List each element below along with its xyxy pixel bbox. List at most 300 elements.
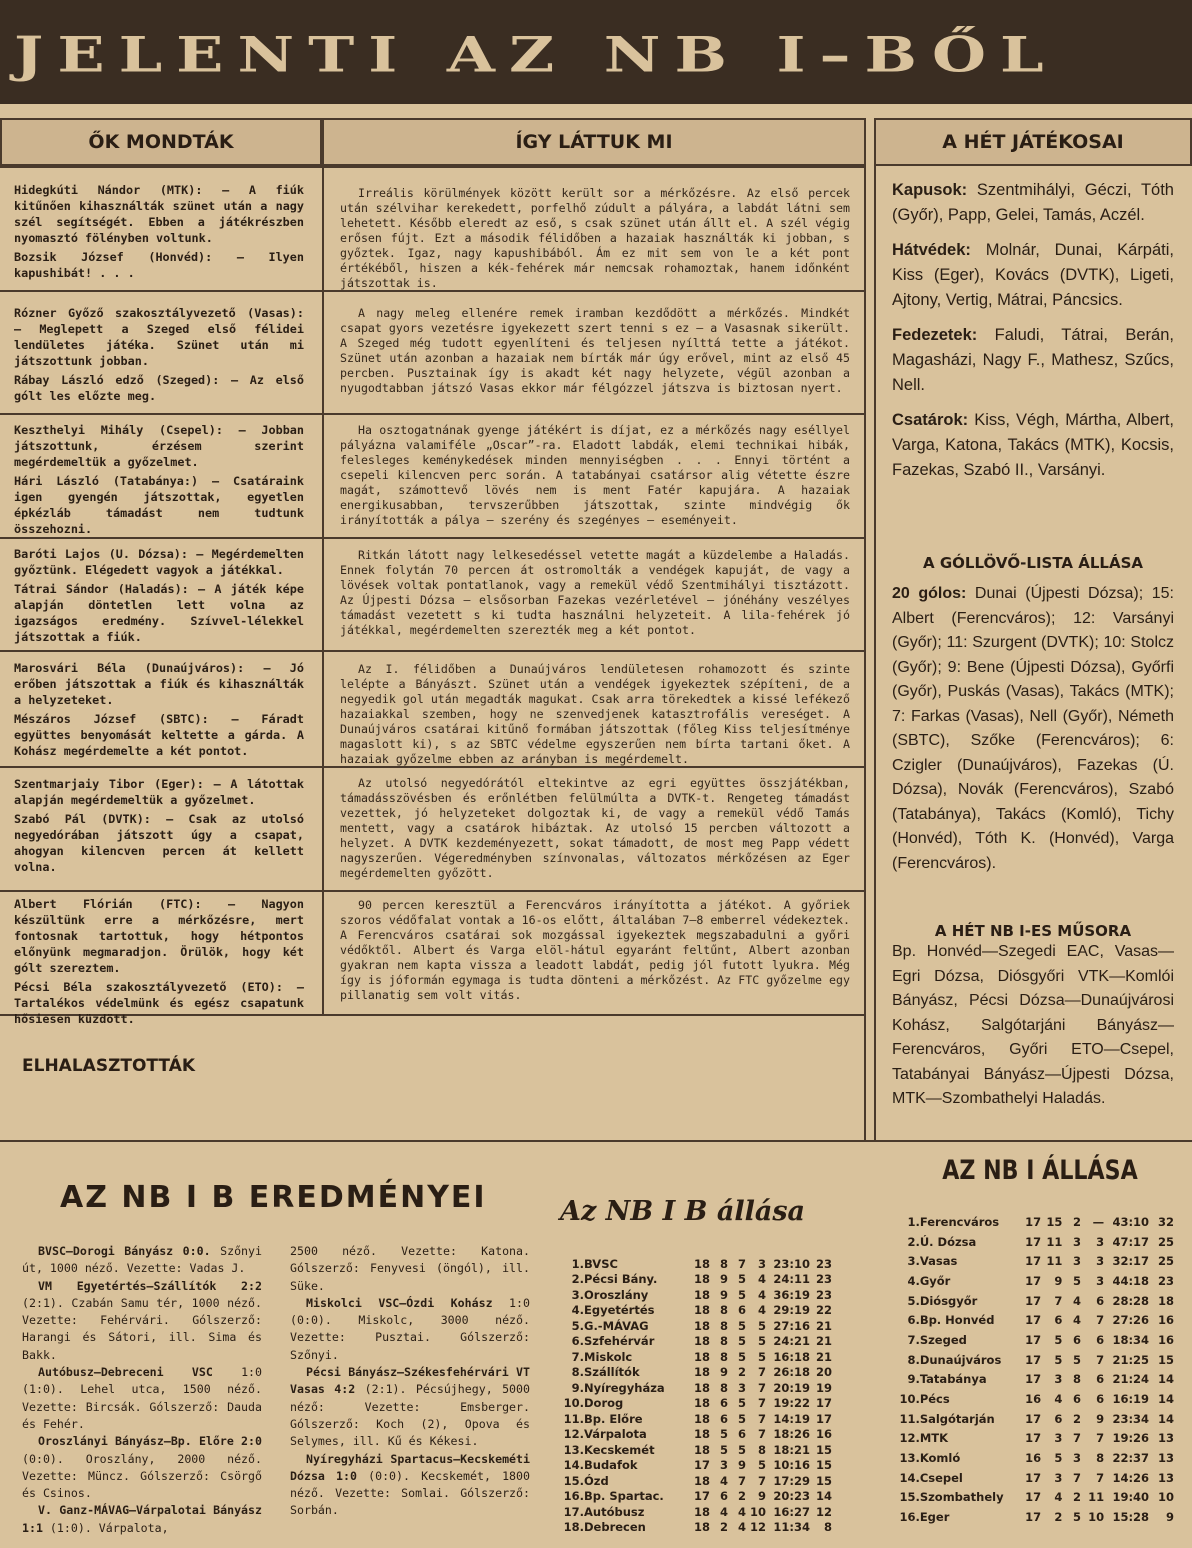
table-row (898, 1310, 1174, 1330)
table-cell: 4 (1073, 1313, 1082, 1328)
table-row (898, 1468, 1174, 1488)
table-cell: 18:21 (773, 1442, 810, 1457)
table-row (898, 1448, 1174, 1468)
rule (864, 118, 866, 1140)
table-cell: 15. (899, 1490, 920, 1505)
table-cell: 7 (757, 1365, 766, 1380)
table-cell: 5 (737, 1349, 746, 1364)
players-header: A HÉT JÁTÉKOSAI (874, 118, 1192, 166)
players-of-week (892, 178, 1174, 493)
table-cell: 19:26 (1112, 1431, 1150, 1446)
table-cell: Tatabánya (919, 1372, 987, 1387)
quote: Rózner Győző szakosztályvezető (Vasas): — Meglepett a Szeged első félidei lendületes játéka. Szünet után mi játszottunk jobban. (14, 306, 304, 368)
result-details: (2:1). Czabán Samu tér, 1000 néző. Vezette: Fehérvári. Gólszerző: Harangi és Sátori, ill. Sima és Bakk. (22, 1295, 262, 1362)
table-cell: Salgótarján (919, 1411, 995, 1426)
quote: Marosvári Béla (Dunaújváros): — Jó erőben játszottak a fiúk és kihasználták a helyzeteket. (14, 661, 304, 707)
table-cell: Miskolc (584, 1349, 633, 1364)
table-cell: 6 (1054, 1313, 1063, 1328)
table-cell: 16 (1157, 1332, 1174, 1347)
scorers-list (892, 582, 1174, 876)
table-cell: 18 (1157, 1293, 1174, 1308)
match-report: Az I. félidőben a Dunaújváros lendületesen rohamozott és szinte lelépte a Bányászt. Szünet után a vendégek igyekeztek szépíteni, de a negyedik gol után megadták magukat. Csak arra törekedtek a kissé lefékező hazaiakkal szemben, hogy ne szenvedjenek katasztrofális vereséget. A Dunaújváros csatárai kitűnő formában játszottak (főleg Kiss teljesítménye magaslott ki), s az SBTC védelme egyszerűen nem bírta tartani őket. A hazaiak győzelme ebben az arányban is megérdemelt. (340, 662, 850, 766)
quote: Hidegkúti Nándor (MTK): — A fiúk kitűnően kihasználták szünet után a nagy szél segítségét. Ebben a játékrészben nyomasztó fölényben voltunk. (14, 183, 304, 245)
program-title: A HÉT NB I-ES MŰSORA (934, 922, 1132, 940)
table-cell: 2 (1073, 1411, 1082, 1426)
table-cell: 18. (563, 1520, 584, 1535)
match-report: Ritkán látott nagy lelkesedéssel vetette magát a küzdelembe a Haladás. Ennek folytán 70 percen át ostromolták a vendégek kapuját, de vagy a lövések voltak pontatlanok, vagy a remekül védő Szentmihályi tisztázott. Az Újpesti Dózsa — elsősorban Fazekas vezérletével — jónéhány veszélyes támadást vezetett s ki tudta használni helyzeteit. A lila-fehérek jó játékkal, megérdemelten szerezték meg a két pontot. (340, 548, 850, 637)
table-cell: 15 (815, 1458, 832, 1473)
table-cell: 14:19 (773, 1411, 810, 1426)
table-cell: 17 (1025, 1214, 1042, 1229)
table-cell: 17 (1025, 1293, 1042, 1308)
table-cell: 3 (1073, 1254, 1082, 1269)
table-row (898, 1251, 1174, 1271)
table-cell: 17 (815, 1396, 832, 1411)
table-cell: Csepel (919, 1470, 963, 1485)
table-cell: 10. (563, 1396, 584, 1411)
table-cell: 4. (571, 1303, 584, 1318)
quote-block (14, 776, 304, 878)
table-cell: Dunaújváros (919, 1352, 1002, 1367)
match-report: 90 percen keresztül a Ferencváros irányította a játékot. A győriek szoros védőfalat vontak a 16-os előtt, általában 7—8 emberrel védekeztek. A Ferencváros csatárai sok mozgással igyekeztek megszabadulni a győri védőktől. Albert és Varga elöl-hátul egyaránt feltűnt, Albert azonban gyakran nem kapta vissza a leadott labdát, pedig jól futott lyukra. Még így is jóformán egymaga is tudta dönteni a mérkőzést. Az FTC győzelme egy pillanatig sem volt vitás. (340, 898, 850, 1002)
table-cell: Pécs (919, 1392, 950, 1407)
table-cell: 15 (1046, 1214, 1063, 1229)
banner (0, 0, 1192, 104)
table-cell: 17 (1025, 1352, 1042, 1367)
table-cell: Vasas (919, 1254, 958, 1269)
rule (0, 166, 866, 168)
table-cell: 43:10 (1112, 1214, 1150, 1229)
table-cell: 15. (563, 1473, 584, 1488)
table-cell: 19:40 (1112, 1490, 1150, 1505)
table-row (898, 1350, 1174, 1370)
table-cell: Bp. Spartac. (584, 1489, 664, 1504)
table-cell: 21:25 (1112, 1352, 1150, 1367)
table-cell: 13 (1157, 1451, 1174, 1466)
table-cell: 11. (563, 1411, 584, 1426)
table-row (560, 1458, 832, 1474)
result-details: (2:1). Pécsújhegy, 5000 néző: Vezette: Emsberger. Gólszerző: Koch (2), Opova és Selymes, ill. Kű és Kékesi. (290, 1382, 530, 1449)
table-cell: 18 (693, 1349, 710, 1364)
table-cell: Kecskemét (584, 1442, 655, 1457)
quote: Tátrai Sándor (Haladás): — A játék képe alapján döntetlen lett volna az igazságos eredmény. Szívvel-lélekkel játszottak a fiúk. (14, 582, 304, 644)
table-cell: 18 (693, 1473, 710, 1488)
table-cell: 9 (1054, 1273, 1063, 1288)
rule (874, 118, 876, 1140)
table-cell: 3 (1096, 1234, 1105, 1249)
table-cell: 6 (737, 1303, 746, 1318)
defenders-label: Hátvédek: (892, 241, 971, 259)
table-cell: 3. (907, 1254, 920, 1269)
table-cell: 18 (693, 1442, 710, 1457)
quote: Keszthelyi Mihály (Csepel): — Jobban játszottunk, érzésem szerint megérdemeltük a győzelmet. (14, 423, 304, 469)
table-cell: 15 (1157, 1352, 1174, 1367)
table-cell: 24:11 (773, 1272, 810, 1287)
rule (0, 1140, 1192, 1142)
quote: Szabó Pál (DVTK): — Csak az utolsó negyedórában játszott úgy a csapat, ahogyan kilencven percen át kellett volna. (14, 812, 304, 874)
table-cell: 14 (1157, 1392, 1174, 1407)
table-row (898, 1507, 1174, 1527)
table-cell: Dorog (584, 1396, 624, 1411)
table-cell: 18 (693, 1365, 710, 1380)
table-cell: 9. (907, 1372, 920, 1387)
table-row (560, 1520, 832, 1536)
result-item (22, 1364, 262, 1433)
table-row (898, 1291, 1174, 1311)
table-cell: 16. (899, 1510, 920, 1525)
table-cell: 7 (1096, 1313, 1105, 1328)
table-cell: MTK (919, 1431, 949, 1446)
table-cell: 5. (907, 1293, 920, 1308)
table-cell: 5 (737, 1318, 746, 1333)
table-cell: 5 (1073, 1510, 1082, 1525)
table-cell: 6 (1054, 1411, 1063, 1426)
rule (0, 890, 866, 892)
table-cell: 7 (737, 1256, 746, 1271)
match-report: Irreális körülmények között került sor a mérkőzésre. Az első percek után szélvihar kerekedett, porfelhő zúdult a pályára, a labdát látni sem lehetett. Később eleredt az eső, s csak szünet után állt el. A szél végig erősen fújt. Ezt a második félidőben a hazaiak használták ki jobban, s győztek. Igaz, nagy kapushibából. Ám ez mit sem von le a két pont értékéből, hiszen a kék-fehérek már nemcsak rohamoztak, hanem időnként játszottak is. (340, 186, 850, 290)
result-item (22, 1502, 262, 1537)
table-cell: 14. (563, 1458, 584, 1473)
table-row (898, 1232, 1174, 1252)
result-item (290, 1243, 530, 1295)
table-cell: 9 (737, 1458, 746, 1473)
table-cell: 3 (1096, 1273, 1105, 1288)
table-cell: 21 (815, 1334, 832, 1349)
table-cell: 14:26 (1112, 1470, 1150, 1485)
quote-block (14, 546, 304, 648)
match-report: Ha osztogatnának gyenge játékért is díjat, ez a mérkőzés nagy eséllyel pályázna valamiféle „Oscar”-ra. Eladott labdák, elemi technikai hibák, felesleges keménykedések minden mennyiségben . . . Ennyi történt a csepeli kilencven perc során. A tatabányai csatársor alig vétette észre magát, számottevő lövés nem is ment Fatér kapujára. A hazaiak energikusabban, tervszerűbben játszottak, szinte mindvégig ők irányították a pálya — szerény és szegényes — eseményeit. (340, 423, 850, 527)
midfielders: Faludi, Tátrai, Berán, Magasházi, Nagy F., Mathesz, Szűcs, Nell. (892, 326, 1174, 394)
result-details: Szőnyi út, 1000 néző. Vezette: Vadas J. (22, 1244, 262, 1276)
table-cell: Szfehérvár (584, 1334, 655, 1349)
table-cell: 15 (815, 1473, 832, 1488)
table-cell: 18 (693, 1334, 710, 1349)
table-cell: 24:21 (773, 1334, 810, 1349)
nb1-standings-table (898, 1212, 1174, 1527)
table-cell: 3 (719, 1458, 728, 1473)
table-cell: 6 (737, 1427, 746, 1442)
table-cell: 17 (815, 1411, 832, 1426)
table-cell: Nyíregyháza (584, 1380, 665, 1395)
table-cell: 7 (757, 1380, 766, 1395)
table-cell: 2 (1073, 1490, 1082, 1505)
quote: Szentmarjaiy Tibor (Eger): — A látottak alapján megérdemeltük a győzelmet. (14, 777, 304, 807)
table-cell: 14 (1157, 1372, 1174, 1387)
table-cell: 7 (1096, 1470, 1105, 1485)
table-cell: 32 (1157, 1214, 1174, 1229)
quotes-header: ŐK MONDTÁK (0, 118, 322, 166)
table-cell: 14 (1157, 1411, 1174, 1426)
table-cell: 7 (757, 1427, 766, 1442)
table-cell: Szállítók (584, 1365, 640, 1380)
table-cell: 23 (1157, 1273, 1174, 1288)
table-cell: 5 (719, 1442, 728, 1457)
table-cell: 5 (1073, 1352, 1082, 1367)
table-cell: 18 (693, 1520, 710, 1535)
table-cell: Szombathely (919, 1490, 1004, 1505)
table-cell: 6 (719, 1411, 728, 1426)
table-cell: Ú. Dózsa (919, 1234, 977, 1249)
table-cell: 5 (757, 1334, 766, 1349)
table-cell: 5 (737, 1396, 746, 1411)
table-cell: Pécsi Bány. (584, 1272, 658, 1287)
table-row (898, 1370, 1174, 1390)
goalkeepers: Szentmihályi, Géczi, Tóth (Győr), Papp, Gelei, Tamás, Aczél. (892, 181, 1174, 224)
table-cell: Várpalota (584, 1427, 647, 1442)
table-cell: 3 (1073, 1234, 1082, 1249)
table-cell: 7 (1073, 1470, 1082, 1485)
table-row (560, 1473, 832, 1489)
table-cell: 8 (1096, 1451, 1105, 1466)
quote: Bozsik József (Honvéd): — Ilyen kapushibát! . . . (14, 250, 304, 280)
table-row (898, 1212, 1174, 1232)
table-cell: 11:34 (773, 1520, 810, 1535)
table-cell: Ózd (584, 1473, 609, 1488)
table-cell: 23:34 (1112, 1411, 1150, 1426)
scorers-title: A GÓLLÖVŐ-LISTA ÁLLÁSA (923, 554, 1143, 572)
table-cell: 4 (719, 1504, 728, 1519)
table-cell: 8 (719, 1334, 728, 1349)
table-cell: 5 (757, 1349, 766, 1364)
table-cell: Szeged (919, 1332, 967, 1347)
result-teams: BVSC—Dorogi Bányász 0:0. (38, 1244, 211, 1258)
table-cell: 7 (757, 1396, 766, 1411)
table-cell: 11 (1046, 1254, 1063, 1269)
table-cell: 13 (1157, 1431, 1174, 1446)
table-cell: 2 (737, 1365, 746, 1380)
table-cell: 29:19 (773, 1303, 810, 1318)
table-cell: 16 (1025, 1451, 1042, 1466)
table-cell: 17 (1025, 1332, 1042, 1347)
program-text: Bp. Honvéd—Szegedi EAC, Vasas—Egri Dózsa, Diósgyőri VTK—Komlói Bányász, Pécsi Dózsa—Dunaújvárosi Kohász, Salgótarjáni Bányász—Ferencváros, Győri ETO—Csepel, Tatabányai Bányász—Újpesti Dózsa, MTK—Szombathelyi Haladás. (892, 943, 1174, 1107)
table-cell: 2. (907, 1234, 920, 1249)
quote: Pécsi Béla szakosztályvezető (ETO): — Tartalékos védelmünk és egész csapatunk hősiesen küzdött. (14, 980, 304, 1026)
table-cell: 15 (815, 1442, 832, 1457)
table-cell: 17 (1025, 1313, 1042, 1328)
table-cell: 4 (719, 1473, 728, 1488)
quote-block (14, 305, 304, 407)
table-cell: 10 (749, 1504, 766, 1519)
table-cell: 2 (737, 1489, 746, 1504)
table-cell: 5 (757, 1318, 766, 1333)
table-cell: 21 (815, 1318, 832, 1333)
table-cell: 8. (571, 1365, 584, 1380)
table-row (560, 1318, 832, 1334)
table-cell: 4 (757, 1272, 766, 1287)
table-cell: Bp. Honvéd (919, 1313, 995, 1328)
table-cell: 10 (1088, 1510, 1105, 1525)
table-row (898, 1330, 1174, 1350)
table-cell: 4 (1054, 1490, 1063, 1505)
match-report: A nagy meleg ellenére remek iramban kezdődött a mérkőzés. Mindkét csapat gyors vezetésre igyekezett szert tenni s ez — a Vasasnak sikerült. A Szeged még tudott egyenlíteni és teljesen nyílttá tette a játékot. Szünet után azonban a hazaiak nem bírták már úgy erővel, mint az első 45 percben. Pusztainak így is akadt két nagy helyzete, végül azonban a nyugodtabban játszó Vasas ekkor már félgózzel játszva is biztosan nyert. (340, 306, 850, 395)
table-cell: Oroszlány (584, 1287, 649, 1302)
table-cell: 18 (693, 1287, 710, 1302)
table-cell: 18 (693, 1504, 710, 1519)
table-cell: 7 (757, 1473, 766, 1488)
table-cell: BVSC (584, 1256, 618, 1271)
table-cell: 9 (757, 1489, 766, 1504)
table-row (560, 1365, 832, 1381)
table-row (898, 1389, 1174, 1409)
midfielders-label: Fedezetek: (892, 326, 978, 344)
table-cell: 17 (1025, 1490, 1042, 1505)
result-teams: V. Ganz-MÁVAG—Várpalotai Bányász 1:1 (22, 1503, 262, 1535)
table-cell: 11 (1046, 1234, 1063, 1249)
table-cell: 6. (907, 1313, 920, 1328)
table-cell: 5 (737, 1287, 746, 1302)
table-cell: — (1092, 1214, 1105, 1229)
table-cell: 5 (719, 1427, 728, 1442)
result-teams: Autóbusz—Debreceni VSC (38, 1365, 213, 1380)
result-teams: VM Egyetértés—Szállítók 2:2 (38, 1278, 262, 1293)
table-cell: 15:28 (1112, 1510, 1150, 1525)
result-item (22, 1243, 262, 1278)
table-cell: 8 (757, 1442, 766, 1457)
nb1b-table-title: Az NB I B állása (560, 1196, 806, 1227)
result-details: 2500 néző. Vezette: Katona. Gólszerző: Fenyvesi (öngól), ill. Süke. (290, 1244, 530, 1293)
table-cell: 8. (907, 1352, 920, 1367)
table-cell: 17 (1025, 1234, 1042, 1249)
table-cell: 5. (571, 1318, 584, 1333)
table-cell: 44:18 (1112, 1273, 1150, 1288)
quote-block (14, 660, 304, 762)
quote-block (14, 182, 304, 284)
quote: Albert Flórián (FTC): — Nagyon készültünk erre a mérkőzésre, mert fontosnak tartottuk, hogy hétpontos előnyünk megmaradjon. Örülök, hogy két gólt szereztem. (14, 897, 304, 975)
table-cell: 17 (1025, 1254, 1042, 1269)
table-cell: 5 (1054, 1352, 1063, 1367)
quote: Mészáros József (SBTC): — Fáradt együttes benyomását keltette a gárda. A Kohász megérdemelte a két pontot. (14, 712, 304, 758)
result-details: (0:0). Oroszlány, 2000 néző. Vezette: Müncz. Gólszerző: Csörgő és Csinos. (22, 1451, 262, 1501)
table-cell: 2 (719, 1520, 728, 1535)
table-cell: 23 (815, 1256, 832, 1271)
table-cell: 3 (1096, 1254, 1105, 1269)
table-cell: 9 (1096, 1411, 1105, 1426)
result-item (22, 1433, 262, 1502)
table-cell: 17 (1025, 1510, 1042, 1525)
quote-block (14, 422, 304, 540)
forwards: Kiss, Végh, Mártha, Albert, Varga, Katona, Takács (MTK), Kocsis, Fazekas, Szabó II., Varsányi. (892, 411, 1174, 479)
table-cell: 5 (737, 1272, 746, 1287)
table-cell: 3 (737, 1380, 746, 1395)
quote: Baróti Lajos (U. Dózsa): — Megérdemelten győztünk. Elégedett vagyok a játékkal. (14, 547, 304, 577)
table-cell: 3 (1054, 1372, 1063, 1387)
table-cell: Diósgyőr (919, 1293, 978, 1308)
table-cell: 16 (1025, 1392, 1042, 1407)
table-cell: 2 (1054, 1510, 1063, 1525)
table-cell: Eger (919, 1510, 950, 1525)
table-cell: 4. (907, 1273, 920, 1288)
table-cell: 18 (693, 1411, 710, 1426)
table-cell: 22 (815, 1303, 832, 1318)
table-cell: 25 (1157, 1254, 1174, 1269)
table-cell: 7 (1073, 1431, 1082, 1446)
table-cell: 8 (719, 1256, 728, 1271)
nb1-table-title: AZ NB I ÁLLÁSA (942, 1155, 1138, 1186)
result-item (290, 1364, 530, 1450)
table-cell: 20:23 (773, 1489, 810, 1504)
table-row (560, 1442, 832, 1458)
scorers-lead: Dunai (Újpesti Dózsa); (974, 585, 1144, 602)
table-cell: 16 (815, 1427, 832, 1442)
table-cell: 18 (693, 1380, 710, 1395)
table-cell: 12 (749, 1520, 766, 1535)
table-cell: 18 (693, 1303, 710, 1318)
table-cell: 8 (719, 1380, 728, 1395)
table-cell: 5 (737, 1334, 746, 1349)
table-cell: 18 (693, 1427, 710, 1442)
table-cell: 12. (563, 1427, 584, 1442)
table-cell: 12. (899, 1431, 920, 1446)
table-cell: 18:34 (1112, 1332, 1150, 1347)
defenders: Molnár, Dunai, Kárpáti, Kiss (Eger), Kovács (DVTK), Ligeti, Ajtony, Vertig, Mátrai, Páncsics. (892, 241, 1174, 309)
table-cell: 23:10 (773, 1256, 810, 1271)
table-cell: 47:17 (1112, 1234, 1150, 1249)
table-cell: 5 (737, 1411, 746, 1426)
table-row (560, 1256, 832, 1272)
table-cell: 6 (1073, 1392, 1082, 1407)
table-cell: 17 (1025, 1411, 1042, 1426)
reports-header: ÍGY LÁTTUK MI (322, 118, 866, 166)
table-cell: 17 (1025, 1372, 1042, 1387)
table-cell: 16:27 (773, 1504, 810, 1519)
table-cell: Komló (919, 1451, 961, 1466)
result-details: (1:0). Várpalota, (42, 1520, 169, 1535)
table-cell: 10:16 (773, 1458, 810, 1473)
table-cell: 4 (737, 1520, 746, 1535)
table-cell: 16 (1157, 1313, 1174, 1328)
table-cell: 1. (907, 1214, 920, 1229)
table-row (898, 1271, 1174, 1291)
table-cell: 17:29 (773, 1473, 810, 1488)
table-cell: Bp. Előre (584, 1411, 643, 1426)
table-cell: 3 (1073, 1451, 1082, 1466)
table-cell: 3 (1054, 1470, 1063, 1485)
table-cell: 7 (1096, 1352, 1105, 1367)
table-cell: 10. (899, 1392, 920, 1407)
table-cell: 4 (757, 1303, 766, 1318)
table-cell: 8 (719, 1318, 728, 1333)
table-cell: 7. (907, 1332, 920, 1347)
table-cell: 3. (571, 1287, 584, 1302)
rule (322, 166, 324, 1016)
table-row (560, 1427, 832, 1443)
table-cell: 1. (571, 1256, 584, 1271)
table-cell: 22:37 (1112, 1451, 1150, 1466)
table-cell: 6 (719, 1489, 728, 1504)
table-cell: 16:18 (773, 1349, 810, 1364)
table-cell: 21:24 (1112, 1372, 1150, 1387)
result-item (22, 1278, 262, 1364)
table-cell: 18 (693, 1256, 710, 1271)
table-cell: 9. (571, 1380, 584, 1395)
table-cell: 7. (571, 1349, 584, 1364)
nb1b-standings-table (560, 1256, 832, 1535)
result-details: (0:0). Kecskemét, 1800 néző. Vezette: Somlai. Gólszerző: Sorbán. (290, 1468, 530, 1518)
table-cell: 21 (815, 1349, 832, 1364)
table-cell: 9 (719, 1287, 728, 1302)
table-row (560, 1272, 832, 1288)
table-cell: 12 (815, 1504, 832, 1519)
table-cell: 20:19 (773, 1380, 810, 1395)
table-cell: 4 (1073, 1293, 1082, 1308)
table-cell: G.-MÁVAG (584, 1318, 649, 1333)
table-cell: 6. (571, 1334, 584, 1349)
table-cell: 17. (563, 1504, 584, 1519)
result-details: 1:0 (0:0). Miskolc, 3000 néző. Vezette: Pusztai. Gólszerző: Szőnyi. (290, 1295, 530, 1362)
table-cell: 7 (757, 1411, 766, 1426)
table-cell: 2. (571, 1272, 584, 1287)
quote: Rábay László edző (Szeged): — Az első gólt les előzte meg. (14, 373, 304, 403)
